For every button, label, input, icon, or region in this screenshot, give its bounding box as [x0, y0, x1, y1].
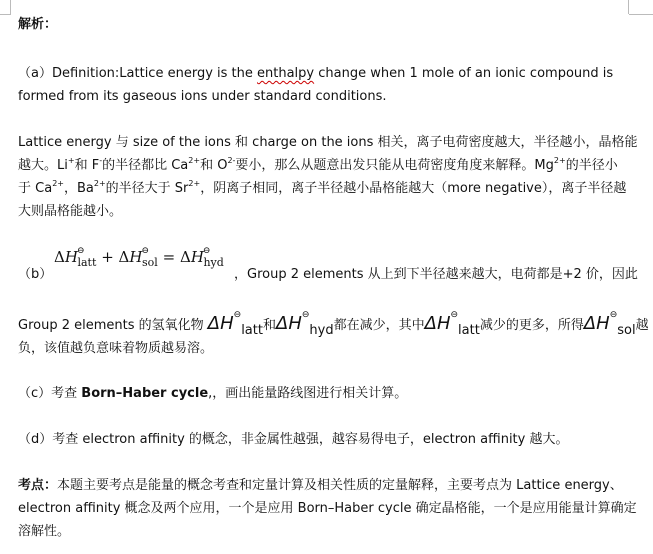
para2-line3: 于 $Ca^{2+}$，$Ba^{2+}$的半径大于 $Sr^{2+}$，阴离子相同，离子半径越小晶格能越大（more negative），离子半径越 [18, 179, 627, 196]
part-b-line2: Group 2 elements 的氢氧化物 $\Delta H^⊖_{latt}$和$\Delta H^⊖_{hyd}$都在减少，其中$\Delta H^⊖_{latt}$减少的更多，所得$\Delta H^⊖_{sol}$越 [18, 310, 649, 338]
part-c-line: （c）考查 Born–Haber cycle,，画出能量路线图进行相关计算。 [18, 386, 408, 401]
kaodian-label: 考点： [18, 478, 58, 493]
kaodian-line1: 考点：本题主要考点是能量的概念考查和定量计算及相关性质的定量解释，主要考点为 Lattice energy、 [18, 478, 623, 493]
part-b-line3: 负，该值越负意味着物质越易溶。 [18, 341, 214, 356]
part-d-line: （d）考查 electron affinity 的概念，非金属性越强，越容易得电子，electron affinity 越大。 [18, 432, 569, 447]
part-a-line2: formed from its gaseous ions under standard conditions. [18, 89, 387, 104]
para2-line1: Lattice energy 与 size of the ions 和 charge on the ions 相关，离子电荷密度越大，半径越小，晶格能 [18, 135, 638, 150]
lattice-hydration-equation: $\Delta H^⊖_{latt} + \Delta H^⊖_{sol} = \Delta H^⊖_{hyd}$ [54, 246, 224, 269]
part-b-line1: ，Group 2 elements 从上到下半径越来越大，电荷都是+2 价，因此 [234, 267, 638, 282]
kaodian-line3: 溶解性。 [18, 524, 71, 539]
page-corner-mark-right-h [629, 14, 653, 15]
para2-line4: 大则晶格能越小。 [18, 204, 123, 219]
part-b-label: （b） [18, 267, 53, 282]
page-corner-mark-right [628, 0, 629, 14]
page-corner-mark-left [0, 0, 11, 15]
kaodian-line2: electron affinity 概念及两个应用，一个是应用 Born–Haber cycle 确定晶格能，一个是应用能量计算确定 [18, 501, 637, 516]
part-a-line1: （a）Definition:Lattice energy is the enthalpy change when 1 mole of an ionic compound is [18, 66, 614, 81]
para2-line2: 越大。Li+和 F-的半径都比 $Ca^{2+}$和 $O^{2-}$要小，那么从题意出发只能从电荷密度角度来解释。$Mg^{2+}$的半径小 [18, 156, 618, 173]
heading: 解析： [18, 17, 58, 32]
spell-check-word: enthalpy [257, 66, 315, 81]
